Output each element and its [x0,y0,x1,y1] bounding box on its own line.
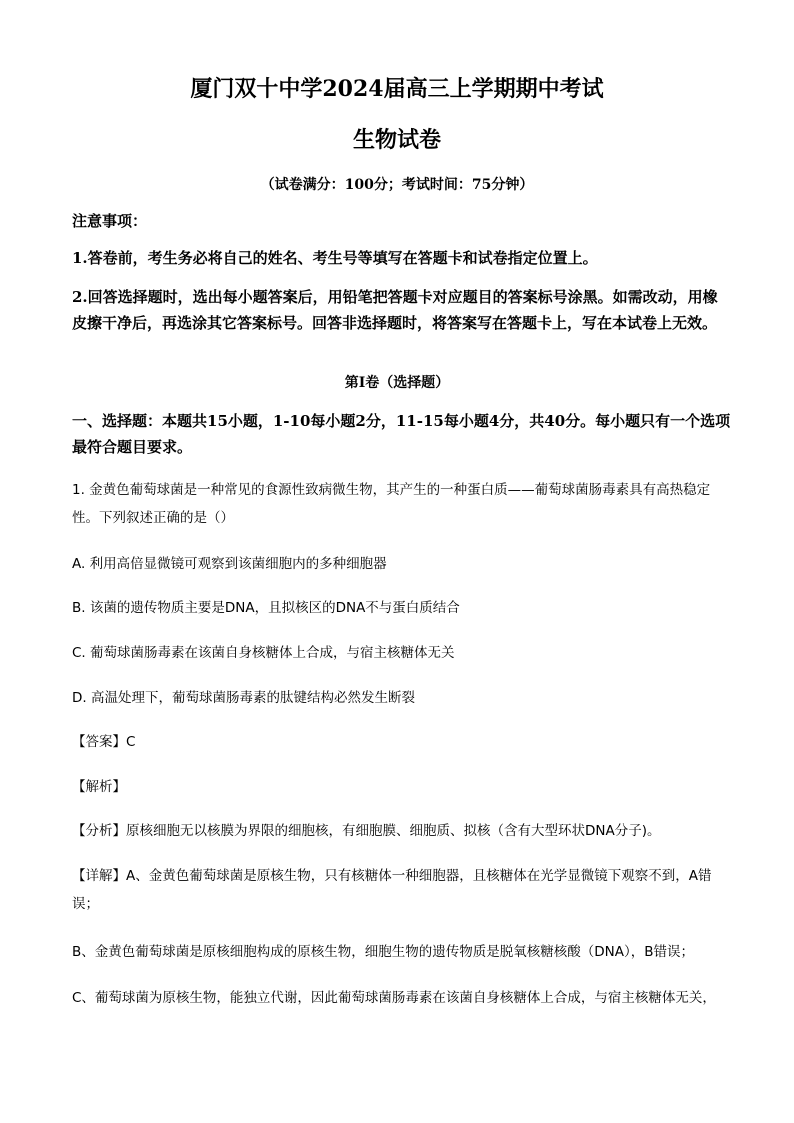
detail-a-line [72,862,732,918]
page-subtitle: 生物试卷 [352,127,441,153]
option-a: A. 利用高倍显微镜可观察到该菌细胞内的多种细胞器 [72,556,387,572]
notice-item-1: 1.答卷前，考生务必将自己的姓名、考生号等填写在答题卡和试卷指定位置上。 [72,249,598,267]
option-c: C. 葡萄球菌肠毒素在该菌自身核糖体上合成，与宿主核糖体无关 [72,645,455,661]
notice-heading: 注意事项： [72,212,148,230]
option-b: B. 该菌的遗传物质主要是DNA，且拟核区的DNA不与蛋白质结合 [72,600,460,616]
fenxi-label: 【分析】 [72,823,126,839]
analysis-label: 【解析】 [72,779,126,795]
answer-label: 【答案】 [72,734,126,750]
section-instruction: 一、选择题：本题共15小题，1-10每小题2分，11-15每小题4分，共40分。每小题只有一个选项最符合题目要求。 [72,412,731,456]
question-stem: 1. 金黄色葡萄球菌是一种常见的食源性致病微生物，其产生的一种蛋白质——葡萄球菌肠毒素具有高热稳定性。下列叙述正确的是（） [72,482,711,526]
exam-info: （试卷满分：100分；考试时间：75分钟） [260,177,534,193]
notice-item-2: 2.回答选择题时，选出每小题答案后，用铅笔把答题卡对应题目的答案标号涂黑。如需改动，用橡皮擦干净后，再选涂其它答案标号。回答非选择题时，将答案写在答题卡上，写在本试卷上无效。 [72,288,718,332]
fenxi-text: 原核细胞无以核膜为界限的细胞核，有细胞膜、细胞质、拟核（含有大型环状DNA分子)。 [126,823,661,839]
page-title: 厦门双十中学2024届高三上学期期中考试 [190,76,604,102]
answer-line [72,728,732,756]
detail-label: 【详解】 [72,868,126,884]
fenxi-line [72,817,732,845]
section-heading: 第I卷（选择题） [344,375,450,391]
detail-c-text: C、葡萄球菌为原核生物，能独立代谢，因此葡萄球菌肠毒素在该菌自身核糖体上合成，与宿主核糖体无关， [72,990,716,1006]
option-d: D. 高温处理下，葡萄球菌肠毒素的肽键结构必然发生断裂 [72,690,415,706]
answer-value: C [126,734,136,750]
detail-b-text: B、金黄色葡萄球菌是原核细胞构成的原核生物，细胞生物的遗传物质是脱氧核糖核酸（DNA），B错误； [72,944,695,960]
detail-a-text: A、金黄色葡萄球菌是原核生物，只有核糖体一种细胞器，且核糖体在光学显微镜下观察不到，A错误； [72,868,712,912]
